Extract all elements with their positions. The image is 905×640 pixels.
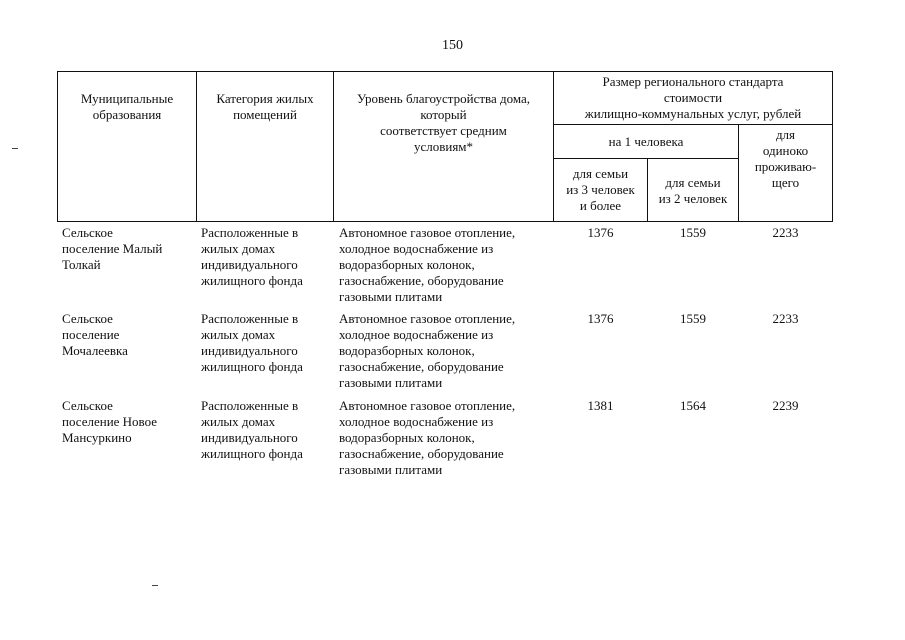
row-municipality: Сельское поселение Малый Толкай xyxy=(62,225,163,272)
table-top-border xyxy=(57,71,833,72)
row-family2: 1559 xyxy=(680,311,706,326)
header-level: Уровень благоустройства дома, который соответствует средним условиям* xyxy=(356,91,531,154)
page-number: 150 xyxy=(442,38,463,53)
header-per-person: на 1 человека xyxy=(608,134,684,149)
header-family3: для семьи из 3 человек и более xyxy=(566,166,635,213)
header-divider xyxy=(553,158,738,159)
row-family3: 1376 xyxy=(587,225,614,240)
header-standard-size: Размер регионального стандарта стоимости жилищно-коммунальных услуг, рублей xyxy=(584,74,802,121)
row-single: 2233 xyxy=(772,225,799,240)
row-category: Расположенные в жилых домах индивидуального жилищного фонда xyxy=(201,311,303,374)
row-municipality: Сельское поселение Мочалеевка xyxy=(62,311,128,358)
row-family3: 1376 xyxy=(587,311,614,326)
header-category: Категория жилых помещений xyxy=(216,91,314,122)
column-border xyxy=(832,71,833,222)
row-single: 2233 xyxy=(772,311,799,326)
header-municipality: Муниципальные образования xyxy=(80,91,174,122)
row-category: Расположенные в жилых домах индивидуального жилищного фонда xyxy=(201,225,303,288)
row-single: 2239 xyxy=(772,398,799,413)
row-family2: 1564 xyxy=(680,398,706,413)
margin-mark xyxy=(152,585,158,586)
header-single: для одиноко проживаю- щего xyxy=(754,127,817,190)
header-divider xyxy=(553,124,833,125)
margin-mark xyxy=(12,148,18,149)
header-family2: для семьи из 2 человек xyxy=(658,175,728,206)
row-family3: 1381 xyxy=(587,398,614,413)
row-level: Автономное газовое отопление, холодное водоснабжение из водоразборных колонок, газоснабжение, оборудование газовыми плитами xyxy=(339,225,516,304)
row-category: Расположенные в жилых домах индивидуального жилищного фонда xyxy=(201,398,303,461)
row-level: Автономное газовое отопление, холодное водоснабжение из водоразборных колонок, газоснабжение, оборудование газовыми плитами xyxy=(339,311,516,390)
row-level: Автономное газовое отопление, холодное водоснабжение из водоразборных колонок, газоснабжение, оборудование газовыми плитами xyxy=(339,398,516,477)
row-family2: 1559 xyxy=(680,225,706,240)
header-bottom-border xyxy=(57,221,833,222)
row-municipality: Сельское поселение Новое Мансуркино xyxy=(62,398,158,445)
